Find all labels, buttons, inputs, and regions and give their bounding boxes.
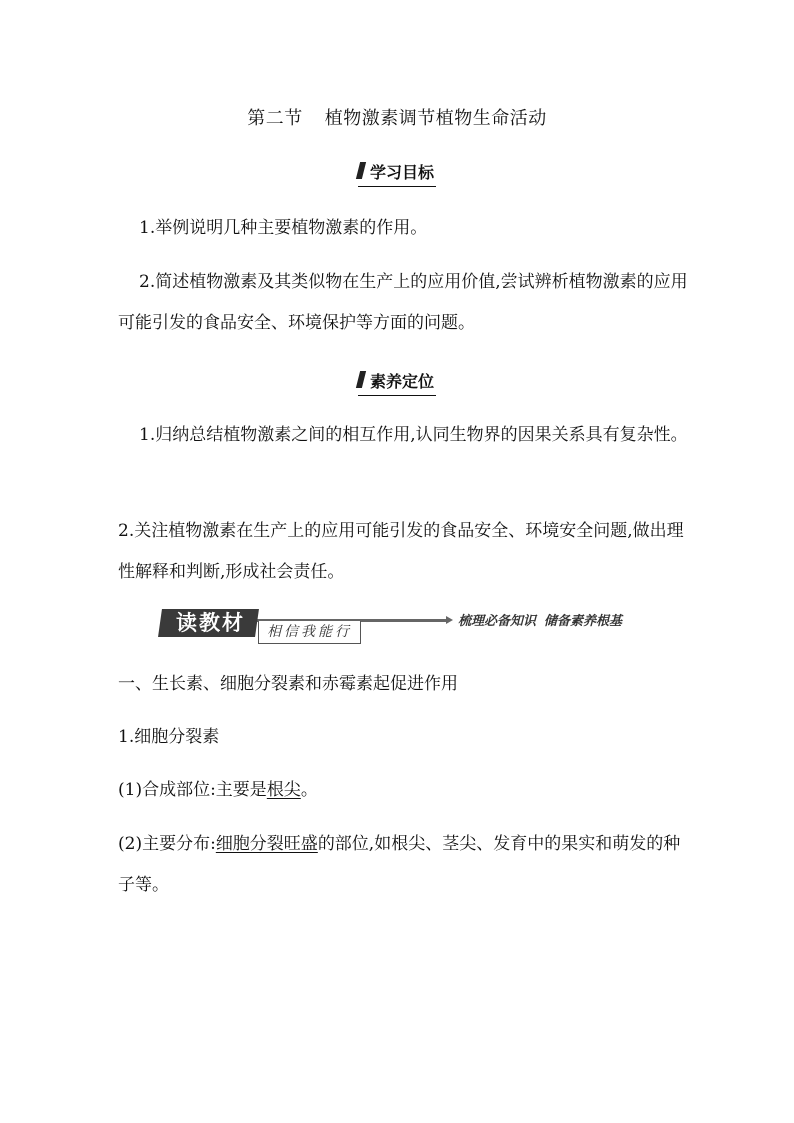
learning-goals-heading: [0, 160, 794, 187]
section-name: 植物激素调节植物生命活动: [324, 108, 547, 129]
heading-marker-icon: [356, 371, 366, 388]
goal-item-1: 1.举例说明几种主要植物激素的作用。: [139, 218, 428, 238]
synthesis-site: [118, 770, 688, 811]
synthesis-answer: 根尖: [266, 780, 301, 800]
learning-goals-heading-text: 学习目标: [369, 163, 434, 182]
distribution-prefix: (2)主要分布:: [118, 834, 216, 854]
section-heading-1: 一、生长素、细胞分裂素和赤霉素起促进作用: [118, 674, 458, 694]
heading-marker-icon: [356, 162, 366, 179]
banner-tag: [158, 609, 259, 637]
section-number: 第二节: [247, 108, 303, 129]
distribution-answer: 细胞分裂旺盛: [215, 834, 318, 854]
read-textbook-banner: [160, 609, 630, 645]
distribution: [118, 824, 688, 906]
page-title: [0, 104, 794, 130]
banner-right-text: [458, 610, 622, 629]
banner-arrow-icon: [446, 616, 453, 624]
literacy-item-1: 1.归纳总结植物激素之间的相互作用,认同生物界的因果关系具有复杂性。: [139, 425, 688, 445]
literacy-heading: [0, 369, 794, 396]
distribution-suffix: 的部位,如根尖、茎尖、发育中的果实和萌发的种子等。: [118, 834, 681, 895]
literacy-item-2: 2.关注植物激素在生产上的应用可能引发的食品安全、环境安全问题,做出理性解释和判断,形成社会责任。: [118, 521, 684, 582]
banner-right-b: 储备素养根基: [544, 614, 623, 629]
banner-tag-text: 读教材: [176, 611, 245, 635]
goal-item-2: 2.简述植物激素及其类似物在生产上的应用价值,尝试辨析植物激素的应用可能引发的食品安全、环境保护等方面的问题。: [118, 272, 688, 333]
synthesis-suffix: 。: [300, 780, 318, 800]
banner-subtitle: 相信我能行: [258, 621, 361, 644]
banner-right-a: 梳理必备知识: [458, 614, 537, 629]
subheading-cytokinin: 1.细胞分裂素: [118, 727, 220, 747]
synthesis-prefix: (1)合成部位:主要是: [118, 780, 267, 800]
literacy-heading-text: 素养定位: [369, 372, 434, 391]
